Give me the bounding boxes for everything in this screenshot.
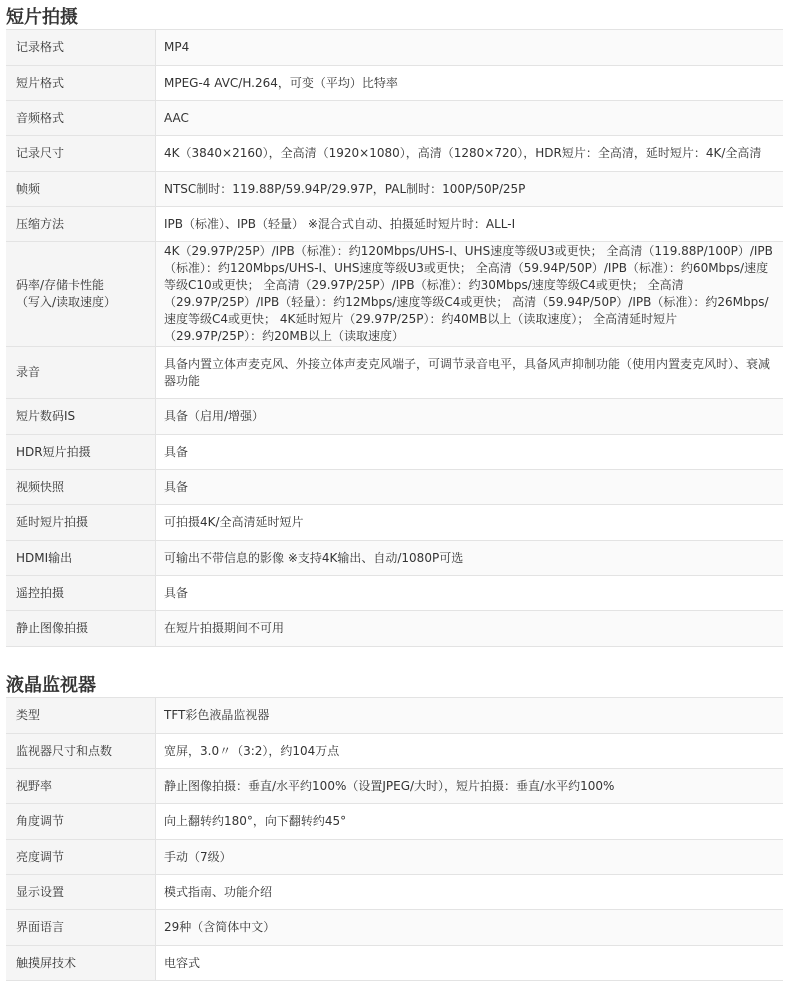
spec-value: TFT彩色液晶监视器: [156, 698, 784, 734]
spec-key: 监视器尺寸和点数: [6, 734, 156, 769]
spec-value: 具备: [156, 470, 784, 505]
table-row: [6, 172, 783, 207]
table-row: [6, 698, 783, 734]
section-title-video: 短片拍摄: [6, 7, 78, 28]
spec-value: 在短片拍摄期间不可用: [156, 611, 784, 647]
spec-key: 延时短片拍摄: [6, 505, 156, 541]
table-row: [6, 541, 783, 576]
spec-key: 压缩方法: [6, 207, 156, 242]
table-row: [6, 101, 783, 136]
spec-value: IPB（标准）、IPB（轻量） ※混合式自动、拍摄延时短片时：ALL-I: [156, 207, 784, 242]
table-row: [6, 399, 783, 435]
spec-key: 短片格式: [6, 66, 156, 101]
spec-value: 具备: [156, 435, 784, 470]
spec-key: HDMI输出: [6, 541, 156, 576]
section-title-lcd: 液晶监视器: [6, 675, 96, 696]
spec-table-lcd: [6, 697, 783, 981]
spec-key: [6, 242, 156, 347]
table-row: [6, 136, 783, 172]
spec-key: 记录格式: [6, 30, 156, 66]
spec-value: 4K（29.97P/25P）/IPB（标准）：约120Mbps/UHS-I、UHS速度等级U3或更快； 全高清（119.88P/100P）/IPB（标准）：约120Mbps/UHS-I、UHS速度等级U3或更快； 全高清（59.94P/50P）/IPB（标准）：约60Mbps/速度等级C10或更快； 全高清（29.97P/25P）/IPB（标准）：约30Mbps/速度等级C4或更快； 全高清（29.97P/25P）/IPB（轻量）：约12Mbps/速度等级C4或更快； 高清（59.94P/50P）/IPB（标准）：约26Mbps/速度等级C4或更快； 4K延时短片（29.97P/25P）：约40MB以上（读取速度）； 全高清延时短片（29.97P/25P）：约20MB以上（读取速度）: [156, 242, 784, 347]
spec-key: HDR短片拍摄: [6, 435, 156, 470]
table-row: [6, 734, 783, 769]
spec-key: 界面语言: [6, 910, 156, 946]
spec-key: 显示设置: [6, 875, 156, 910]
spec-key: 角度调节: [6, 804, 156, 840]
table-row: [6, 875, 783, 910]
spec-key: 记录尺寸: [6, 136, 156, 172]
spec-key: 帧频: [6, 172, 156, 207]
spec-value: AAC: [156, 101, 784, 136]
table-row: [6, 505, 783, 541]
spec-key: 短片数码IS: [6, 399, 156, 435]
spec-key: 视野率: [6, 769, 156, 804]
spec-key-line: （写入/读取速度）: [16, 295, 117, 309]
table-row: [6, 946, 783, 981]
spec-key: 亮度调节: [6, 840, 156, 875]
table-row: [6, 840, 783, 875]
table-row: [6, 435, 783, 470]
table-row: [6, 611, 783, 647]
spec-value: 静止图像拍摄：垂直/水平约100%（设置JPEG/大时），短片拍摄：垂直/水平约100%: [156, 769, 784, 804]
spec-value: 向上翻转约180°，向下翻转约45°: [156, 804, 784, 840]
table-row: [6, 242, 783, 347]
spec-key: 音频格式: [6, 101, 156, 136]
spec-value: 宽屏，3.0〃（3:2），约104万点: [156, 734, 784, 769]
spec-value: MPEG-4 AVC/H.264，可变（平均）比特率: [156, 66, 784, 101]
spec-value: 手动（7级）: [156, 840, 784, 875]
spec-value: 具备: [156, 576, 784, 611]
table-row: [6, 804, 783, 840]
spec-value: 模式指南、功能介绍: [156, 875, 784, 910]
table-row: [6, 207, 783, 242]
spec-value: 可输出不带信息的影像 ※支持4K输出、自动/1080P可选: [156, 541, 784, 576]
table-row: [6, 347, 783, 399]
table-row: [6, 30, 783, 66]
table-row: [6, 66, 783, 101]
spec-key-line: 码率/存储卡性能: [16, 278, 105, 292]
spec-key: 录音: [6, 347, 156, 399]
table-row: [6, 470, 783, 505]
spec-value: 可拍摄4K/全高清延时短片: [156, 505, 784, 541]
table-row: [6, 576, 783, 611]
spec-value: 电容式: [156, 946, 784, 981]
spec-key: 视频快照: [6, 470, 156, 505]
spec-value: 具备（启用/增强）: [156, 399, 784, 435]
spec-value: 4K（3840×2160），全高清（1920×1080），高清（1280×720），HDR短片：全高清，延时短片：4K/全高清: [156, 136, 784, 172]
table-row: [6, 769, 783, 804]
spec-key: 静止图像拍摄: [6, 611, 156, 647]
spec-value: 29种（含简体中文）: [156, 910, 784, 946]
spec-key: 触摸屏技术: [6, 946, 156, 981]
table-row: [6, 910, 783, 946]
spec-table-video: [6, 29, 783, 647]
spec-value: 具备内置立体声麦克风、外接立体声麦克风端子，可调节录音电平，具备风声抑制功能（使用内置麦克风时）、衰减器功能: [156, 347, 784, 399]
spec-value: MP4: [156, 30, 784, 66]
spec-value: NTSC制时：119.88P/59.94P/29.97P，PAL制时：100P/50P/25P: [156, 172, 784, 207]
spec-key: 类型: [6, 698, 156, 734]
spec-key: 遥控拍摄: [6, 576, 156, 611]
